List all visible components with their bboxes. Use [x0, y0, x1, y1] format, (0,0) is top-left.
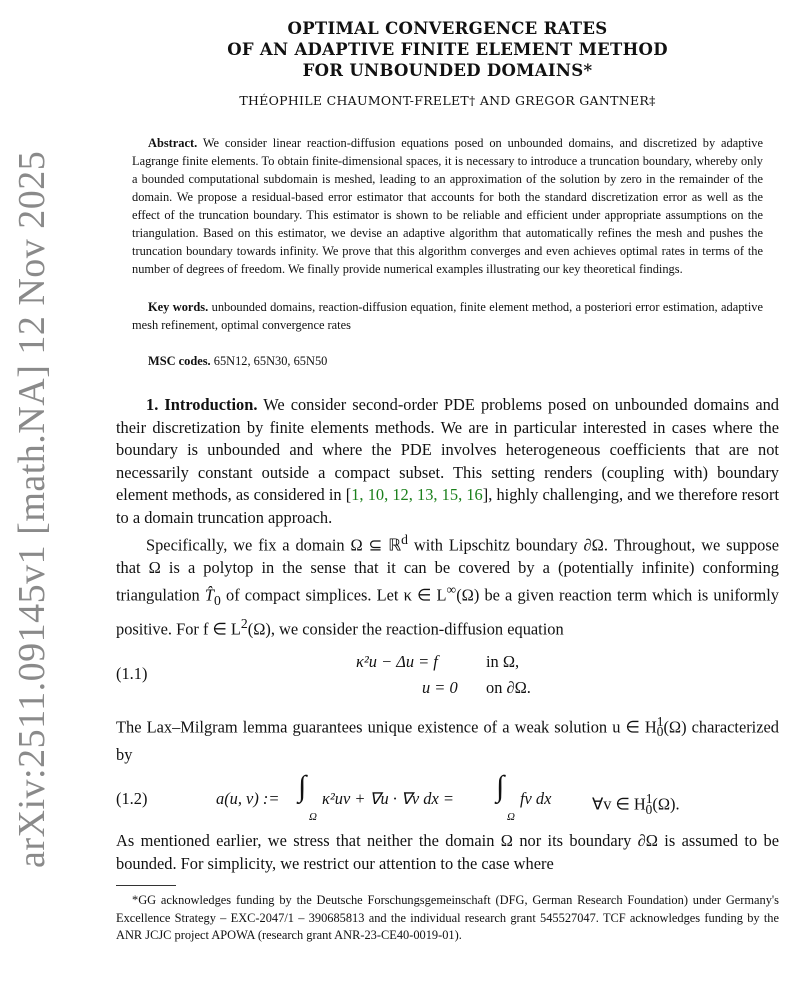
setup-text: (Ω), we consider the reaction-diffusion equation [247, 619, 564, 639]
equation-number: (1.1) [116, 663, 148, 683]
abstract-text: We consider linear reaction-diffusion equations posed on unbounded domains, and discretized by adaptive Lagrange finite elements. To obtain finite-dimensional spaces, it is necessary to introduce a truncation boundary, whereby only a bounded computational subdomain is meshed, leading to an approximation of the solution by zero in the remainder of the domain. We propose a residual-based error estimator that accounts for both the standard discretization error as well as the effect of the truncation boundary. This estimator is shown to be reliable and efficient under appropriate assumptions on the triangulation. Based on this estimator, we devise an adaptive algorithm that automatically refines the mesh and pushes the truncation boundary towards infinity. We prove that this algorithm converges and even achieves optimal rates in terms of the number of degrees of freedom. We finally provide numerical examples illustrating our key theoretical findings. [132, 136, 763, 276]
keywords-label: Key words. [148, 300, 209, 314]
integral-sign: ∫ [496, 770, 505, 804]
equation-rhs: in Ω, [486, 651, 520, 671]
abstract-label: Abstract. [148, 136, 198, 150]
integral-domain: Ω [309, 811, 317, 824]
section-heading: 1. Introduction. [146, 395, 258, 414]
equation-rhs: on ∂Ω. [486, 677, 531, 697]
author-line: THÉOPHILE CHAUMONT-FRELET† AND GREGOR GANTNER‡ [239, 93, 656, 108]
setup-text: Specifically, we fix a domain Ω ⊆ ℝ [146, 535, 402, 555]
forall-clause [592, 788, 680, 821]
forall-text: ∀v ∈ H [592, 794, 646, 814]
forall-text: (Ω). [652, 794, 680, 814]
integrand: κ²uv + ∇u · ∇v dx = [322, 789, 454, 809]
equation-1-1 [116, 641, 779, 711]
msc-text: 65N12, 65N30, 65N50 [213, 354, 328, 368]
intro-text-end: ], highly challenging, and we therefore resort to a domain truncation approach. [116, 485, 779, 527]
paper-content [116, 14, 779, 945]
superscript: 1 [645, 791, 653, 807]
equation-lhs: κ²u − Δu = f [356, 651, 438, 671]
msc-codes [132, 352, 763, 370]
integral-domain: Ω [507, 811, 515, 824]
equation-1-2 [116, 766, 779, 830]
subscript: 0 [645, 802, 653, 818]
subscript: 0 [214, 593, 221, 609]
bilinear-form: a(u, v) := [216, 789, 280, 809]
superscript: ∞ [446, 582, 457, 598]
equation-number: (1.2) [116, 789, 148, 809]
setup-paragraph [116, 529, 779, 641]
title-line: OPTIMAL CONVERGENCE RATES [287, 19, 608, 38]
citation-links[interactable]: 1, 10, 12, 13, 15, 16 [351, 485, 483, 504]
arxiv-stamp: arXiv:2511.09145v1 [math.NA] 12 Nov 2025 [11, 150, 53, 868]
title-line: OF AN ADAPTIVE FINITE ELEMENT METHOD [227, 40, 668, 59]
lax-milgram-paragraph [116, 711, 779, 767]
setup-text: with Lipschitz boundary ∂Ω. Throughout, we suppose that Ω is a polytop in the sense that it can be covered by a (potentially infinite) conforming triangulation [116, 535, 779, 605]
abstract [132, 134, 763, 278]
lax-milgram-text: The Lax–Milgram lemma guarantees unique existence of a weak solution u ∈ H [116, 717, 657, 737]
triangulation-symbol: T̂ [204, 585, 215, 605]
superscript: 1 [656, 713, 664, 729]
lax-milgram-text: (Ω) characterized by [116, 717, 779, 764]
paper-body [116, 394, 779, 945]
integrand: fv dx [520, 789, 552, 809]
superscript: 2 [240, 615, 248, 631]
equation-lhs: u = 0 [422, 677, 458, 697]
superscript: d [401, 532, 408, 547]
title-line: FOR UNBOUNDED DOMAINS* [302, 61, 593, 80]
setup-text: of compact simplices. Let κ ∈ L [220, 585, 447, 605]
setup-text: (Ω) be a given reaction term which is uniformly positive. For f ∈ L [116, 585, 779, 639]
boundedness-paragraph: As mentioned earlier, we stress that neither the domain Ω nor its boundary ∂Ω is assumed to be bounded. For simplicity, we restrict our attention to the case where [116, 831, 779, 873]
integral-sign: ∫ [298, 770, 307, 804]
subscript: 0 [656, 724, 664, 740]
intro-paragraph [116, 394, 779, 529]
intro-text: We consider second-order PDE problems posed on unbounded domains and their discretization by finite elements methods. We are in particular interested in cases where the boundary is unbounded and where the PDE involves heterogeneous coefficients that are not necessarily constant outside a compact subset. This setting renders (coupling with) boundary element methods, as considered in [ [116, 395, 779, 504]
keywords [132, 298, 763, 334]
footnote: *GG acknowledges funding by the Deutsche Forschungsgemeinschaft (DFG, German Research Foundation) under Germany's Excellence Strategy – EXC-2047/1 – 390685813 and the individual research grant 545527047. TCF acknowledges funding by the ANR JCJC project APOWA (research grant ANR-23-CE40-0019-01). [116, 893, 779, 943]
msc-label: MSC codes. [148, 354, 211, 368]
footnote-rule [116, 885, 176, 886]
paper-title [116, 18, 779, 81]
keywords-text: unbounded domains, reaction-diffusion equation, finite element method, a posteriori error estimation, adaptive mesh refinement, optimal convergence rates [132, 300, 763, 332]
